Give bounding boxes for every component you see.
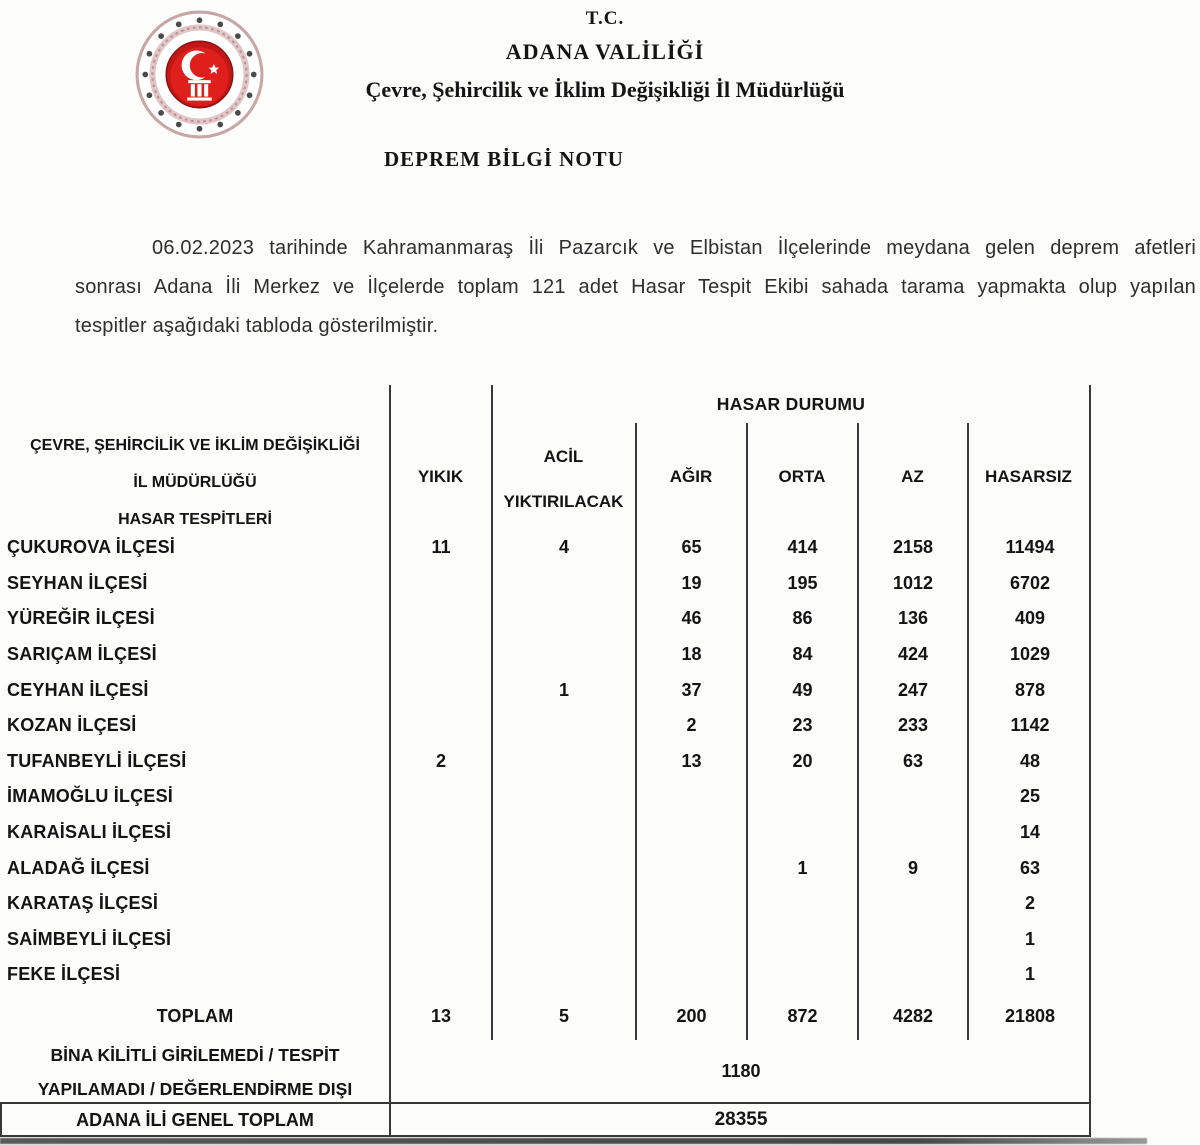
az-value-cell — [858, 922, 968, 958]
agir-value-cell: 37 — [681, 679, 702, 700]
table-row — [0, 637, 1092, 673]
column-header-yikik: YIKIK — [417, 466, 464, 486]
hasarsiz-value-cell: 409 — [1014, 608, 1046, 629]
intro-paragraph — [75, 229, 1196, 346]
acil-value-cell — [492, 815, 636, 851]
column-header-az: AZ — [901, 466, 924, 486]
yikik-value-cell — [390, 708, 492, 744]
table-row — [0, 922, 1092, 958]
agir-value-cell: 2 — [686, 715, 697, 736]
district-name-cell: KARAİSALI İLÇESİ — [7, 822, 172, 843]
yikik-value-cell — [390, 566, 492, 602]
az-value-cell: 63 — [902, 750, 924, 771]
column-header-line: ACİL — [543, 446, 584, 466]
orta-value-cell: 20 — [792, 750, 813, 771]
hasarsiz-value-cell: 25 — [1019, 786, 1041, 807]
total-yikik-cell: 13 — [430, 1005, 452, 1026]
table-row — [0, 957, 1092, 993]
orta-value-cell — [747, 886, 858, 922]
district-name-cell: SARIÇAM İLÇESİ — [7, 644, 157, 665]
orta-value-cell — [747, 922, 858, 958]
az-value-cell: 1012 — [892, 572, 934, 593]
yikik-value-cell — [390, 637, 492, 673]
yikik-value-cell — [390, 779, 492, 815]
total-agir-cell: 200 — [676, 1005, 707, 1026]
acil-value-cell — [492, 850, 636, 886]
row-header-line: İL MÜDÜRLÜĞÜ — [133, 474, 257, 491]
grand-total-value: 28355 — [714, 1109, 768, 1130]
agir-value-cell: 65 — [681, 537, 702, 558]
hasarsiz-value-cell: 1 — [1024, 928, 1035, 949]
agir-value-cell — [636, 779, 747, 815]
agir-value-cell: 46 — [681, 608, 702, 629]
orta-value-cell: 414 — [787, 537, 818, 558]
table-row — [0, 566, 1092, 602]
acil-value-cell — [492, 779, 636, 815]
district-name-cell: CEYHAN İLÇESİ — [7, 679, 149, 700]
orta-value-cell: 195 — [787, 572, 818, 593]
locked-label-line: BİNA KİLİTLİ GİRİLEMEDİ / TESPİT — [50, 1044, 340, 1065]
az-value-cell — [858, 886, 968, 922]
district-name-cell: ÇUKUROVA İLÇESİ — [7, 537, 176, 558]
table-row — [0, 672, 1092, 708]
yikik-value-cell — [390, 815, 492, 851]
hasarsiz-value-cell: 878 — [1014, 679, 1046, 700]
az-value-cell: 9 — [907, 857, 918, 878]
governorship-title: ADANA VALİLİĞİ — [505, 39, 705, 64]
district-name-cell: YÜREĞİR İLÇESİ — [7, 608, 155, 629]
acil-value-cell — [492, 922, 636, 958]
az-value-cell: 424 — [897, 644, 929, 665]
orta-value-cell — [747, 779, 858, 815]
table-row — [0, 779, 1092, 815]
agir-value-cell — [636, 922, 747, 958]
grand-total-label: ADANA İLİ GENEL TOPLAM — [76, 1109, 314, 1130]
orta-value-cell — [747, 957, 858, 993]
hasarsiz-value-cell: 1029 — [1009, 644, 1051, 665]
hasarsiz-value-cell: 1142 — [1010, 715, 1050, 736]
hasarsiz-value-cell: 63 — [1019, 857, 1041, 878]
yikik-value-cell — [390, 957, 492, 993]
column-header-hasarsiz: HASARSIZ — [985, 466, 1072, 486]
acil-value-cell — [492, 637, 636, 673]
acil-value-cell — [492, 566, 636, 602]
district-name-cell: İMAMOĞLU İLÇESİ — [7, 786, 173, 807]
table-row — [0, 530, 1092, 566]
total-az-cell: 4282 — [892, 1005, 934, 1026]
yikik-value-cell — [390, 886, 492, 922]
acil-value-cell — [492, 886, 636, 922]
row-header-line: ÇEVRE, ŞEHİRCİLİK VE İKLİM DEĞİŞİKLİĞİ — [30, 437, 360, 454]
table-body — [0, 530, 1092, 993]
row-header-line: HASAR TESPİTLERİ — [118, 511, 272, 528]
total-acil-cell: 5 — [558, 1005, 569, 1026]
total-orta-cell: 872 — [787, 1005, 818, 1026]
acil-value-cell: 1 — [558, 679, 569, 700]
table-row — [0, 708, 1092, 744]
yikik-value-cell — [390, 850, 492, 886]
acil-value-cell — [492, 744, 636, 780]
locked-buildings-label — [0, 1040, 390, 1103]
yikik-value-cell — [390, 672, 492, 708]
district-name-cell: SAİMBEYLİ İLÇESİ — [7, 928, 172, 949]
column-header-agir: AĞIR — [669, 466, 713, 486]
column-header-line: YIKTIRILACAK — [503, 491, 624, 511]
directorate-title: Çevre, Şehircilik ve İklim Değişikliği İl Müdürlüğü — [365, 77, 845, 102]
az-value-cell: 2158 — [892, 537, 934, 558]
scan-bottom-bar — [0, 1138, 1147, 1144]
orta-value-cell: 49 — [792, 679, 813, 700]
orta-value-cell: 23 — [792, 715, 813, 736]
orta-value-cell — [747, 815, 858, 851]
table-row — [0, 886, 1092, 922]
total-hasarsiz-cell: 21808 — [1004, 1005, 1056, 1026]
agir-value-cell — [636, 850, 747, 886]
intro-line: sonrası Adana İli Merkez ve İlçelerde toplam 121 adet Hasar Tespit Ekibi sahada tarama yapmakta olup yapılan — [75, 276, 1196, 298]
document-title: DEPREM BİLGİ NOTU — [384, 147, 624, 171]
yikik-value-cell: 11 — [431, 537, 451, 558]
hasarsiz-value-cell: 14 — [1019, 822, 1041, 843]
table-row-header-title — [0, 427, 390, 538]
table-row — [0, 744, 1092, 780]
column-header-acil-yiktirilacak — [491, 423, 636, 530]
yikik-value-cell — [390, 922, 492, 958]
agir-value-cell: 19 — [681, 572, 702, 593]
column-group-header: HASAR DURUMU — [716, 393, 866, 414]
hasarsiz-value-cell: 1 — [1024, 964, 1035, 985]
district-name-cell: KARATAŞ İLÇESİ — [7, 893, 159, 914]
agir-value-cell — [636, 815, 747, 851]
orta-value-cell: 86 — [792, 608, 813, 629]
district-name-cell: FEKE İLÇESİ — [7, 964, 121, 985]
acil-value-cell — [492, 708, 636, 744]
total-label-cell: TOPLAM — [156, 1005, 234, 1026]
table-row — [0, 850, 1092, 886]
az-value-cell: 247 — [897, 679, 929, 700]
acil-value-cell — [492, 601, 636, 637]
az-value-cell — [858, 779, 968, 815]
intro-line: 06.02.2023 tarihinde Kahramanmaraş İli Pazarcık ve Elbistan İlçelerinde meydana gelen deprem afetleri — [152, 237, 1196, 259]
district-name-cell: SEYHAN İLÇESİ — [7, 572, 148, 593]
yikik-value-cell: 2 — [435, 750, 446, 771]
az-value-cell — [858, 815, 968, 851]
hasarsiz-value-cell: 11494 — [1005, 537, 1055, 558]
orta-value-cell: 84 — [792, 644, 813, 665]
locked-label-line: YAPILAMADI / DEĞERLENDİRME DIŞI — [37, 1078, 353, 1099]
acil-value-cell — [492, 957, 636, 993]
republic-abbrev: T.C. — [585, 8, 625, 29]
agir-value-cell: 18 — [681, 644, 702, 665]
acil-value-cell: 4 — [558, 537, 569, 558]
column-header-orta: ORTA — [778, 466, 826, 486]
hasarsiz-value-cell: 2 — [1024, 893, 1035, 914]
agir-value-cell: 13 — [681, 750, 702, 771]
agir-value-cell — [636, 957, 747, 993]
az-value-cell — [858, 957, 968, 993]
damage-table — [0, 385, 1092, 1137]
az-value-cell: 233 — [897, 715, 929, 736]
table-row — [0, 601, 1092, 637]
intro-line: tespitler aşağıdaki tabloda gösterilmiştir. — [75, 315, 439, 337]
table-row — [0, 815, 1092, 851]
agir-value-cell — [636, 886, 747, 922]
yikik-value-cell — [390, 601, 492, 637]
hasarsiz-value-cell: 6702 — [1009, 572, 1051, 593]
az-value-cell: 136 — [897, 608, 929, 629]
total-row — [0, 992, 1092, 1040]
hasarsiz-value-cell: 48 — [1019, 750, 1041, 771]
district-name-cell: TUFANBEYLİ İLÇESİ — [7, 750, 187, 771]
district-name-cell: KOZAN İLÇESİ — [7, 715, 137, 736]
orta-value-cell: 1 — [797, 857, 808, 878]
locked-buildings-value: 1180 — [721, 1061, 761, 1081]
district-name-cell: ALADAĞ İLÇESİ — [7, 857, 150, 878]
